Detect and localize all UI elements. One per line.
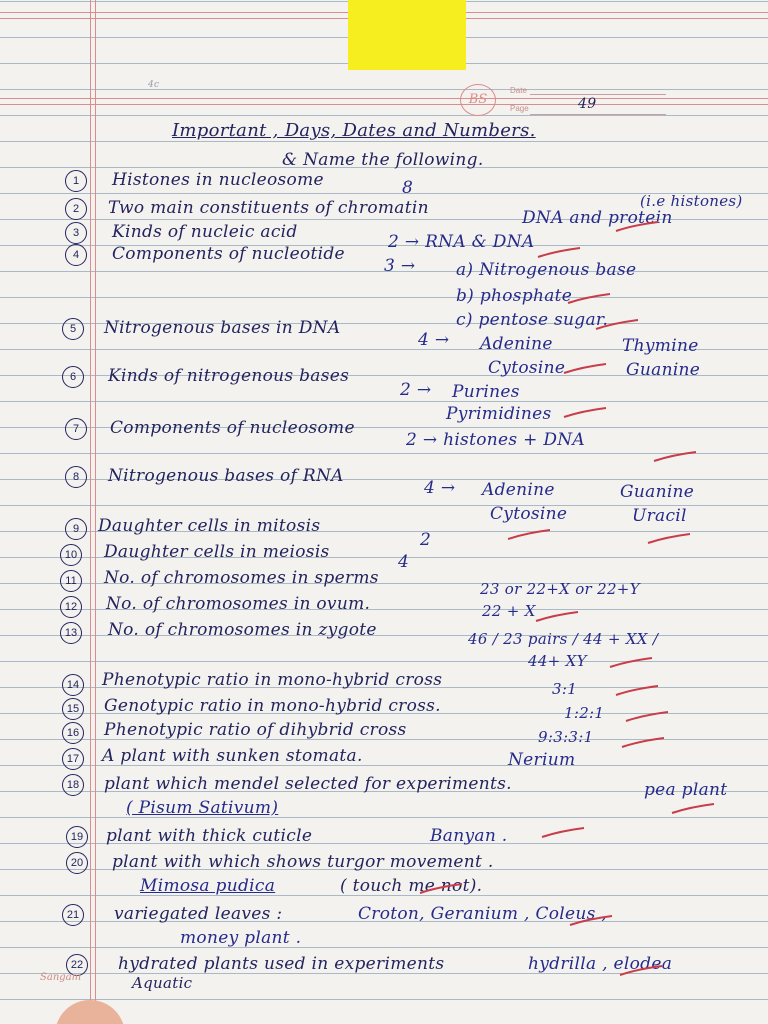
check-mark-icon: [562, 360, 608, 372]
item-number: 17: [62, 748, 84, 770]
item-note: Aquatic: [132, 974, 193, 992]
item-answer: 3:1: [552, 680, 578, 698]
item-value-col1: Cytosine: [490, 504, 568, 524]
item-question: No. of chromosomes in zygote: [108, 620, 377, 640]
item-question: plant with which shows turgor movement .: [112, 852, 494, 872]
item-number: 8: [65, 466, 87, 488]
item-value-col1: Cytosine: [488, 358, 566, 378]
brand-stamp: Sangam: [40, 972, 82, 983]
item-answer: 4 →: [418, 330, 450, 350]
item-number: 14: [62, 674, 84, 696]
item-number: 9: [65, 518, 87, 540]
item-number: 13: [60, 622, 82, 644]
check-mark-icon: [536, 244, 582, 256]
item-subpoint: b) phosphate: [456, 286, 573, 306]
item-number: 1: [65, 170, 87, 192]
item-answer: 4: [398, 552, 410, 572]
check-mark-icon: [566, 290, 612, 302]
item-number: 7: [65, 418, 87, 440]
item-question: Phenotypic ratio in mono-hybrid cross: [102, 670, 443, 690]
item-question: Histones in nucleosome: [112, 170, 324, 190]
item-answer: 2 → histones + DNA: [406, 430, 586, 450]
item-value-col1: Purines: [452, 382, 520, 402]
item-answer: DNA and protein: [522, 208, 673, 228]
check-mark-icon: [506, 526, 552, 538]
item-answer-cont: money plant .: [180, 928, 302, 948]
item-answer: hydrilla , elodea: [528, 954, 673, 974]
sticky-note: [348, 0, 466, 70]
page-label: Page: [510, 104, 529, 113]
item-answer: 22 + X: [482, 602, 536, 620]
item-number: 15: [62, 698, 84, 720]
item-number: 4: [65, 244, 87, 266]
note-ie-histones: (i.e histones): [640, 192, 743, 210]
item-answer: 8: [402, 178, 414, 198]
item-answer: 1:2:1: [564, 704, 605, 722]
header-red-line: [0, 98, 768, 99]
check-mark-icon: [534, 608, 580, 620]
item-subpoint: c) pentose sugar.: [456, 310, 609, 330]
margin-line-2: [95, 0, 96, 1024]
item-question: Two main constituents of chromatin: [108, 198, 429, 218]
item-answer: Banyan .: [430, 826, 508, 846]
item-question: Nitrogenous bases of RNA: [108, 466, 344, 486]
item-answer: Nerium: [508, 750, 576, 770]
page-subtitle: & Name the following.: [282, 150, 484, 170]
page-number: 49: [578, 96, 597, 112]
page-title: Important , Days, Dates and Numbers.: [172, 120, 536, 141]
item-number: 11: [60, 570, 82, 592]
brand-logo-icon: BS: [460, 84, 496, 116]
check-mark-icon: [614, 682, 660, 694]
item-question: Kinds of nucleic acid: [112, 222, 298, 242]
header-red-line-2: [0, 104, 768, 105]
thumb-shape: [55, 1000, 125, 1024]
corner-mark: 4c: [148, 80, 160, 90]
item-value-col1: Adenine: [480, 334, 553, 354]
item-answer: pea plant: [644, 780, 728, 800]
item-subpoint: a) Nitrogenous base: [456, 260, 637, 280]
check-mark-icon: [646, 530, 692, 542]
item-number: 18: [62, 774, 84, 796]
item-value-col2: Guanine: [626, 360, 701, 380]
item-question: Phenotypic ratio of dihybrid cross: [104, 720, 407, 740]
check-mark-icon: [418, 880, 464, 892]
item-answer: 2 → RNA & DNA: [388, 232, 535, 252]
check-mark-icon: [624, 708, 670, 720]
item-question: Kinds of nitrogenous bases: [108, 366, 350, 386]
check-mark-icon: [620, 734, 666, 746]
item-number: 16: [62, 722, 84, 744]
check-mark-icon: [652, 448, 698, 460]
date-label: Date: [510, 86, 527, 95]
item-answer: 2: [420, 530, 432, 550]
item-number: 2: [65, 198, 87, 220]
item-answer: 9:3:3:1: [538, 728, 594, 746]
page-line: [530, 114, 666, 115]
item-answer: Croton, Geranium , Coleus ,: [358, 904, 608, 924]
item-question: hydrated plants used in experiments: [118, 954, 445, 974]
item-value-col2: Guanine: [620, 482, 695, 502]
item-answer: 46 / 23 pairs / 44 + XX /: [468, 630, 659, 648]
item-value-col2: Thymine: [622, 336, 699, 356]
item-answer: 23 or 22+X or 22+Y: [480, 580, 640, 598]
item-question: Nitrogenous bases in DNA: [104, 318, 341, 338]
margin-line: [90, 0, 91, 1024]
check-mark-icon: [540, 824, 586, 836]
item-number: 21: [62, 904, 84, 926]
check-mark-icon: [562, 404, 608, 416]
item-question: Components of nucleotide: [112, 244, 345, 264]
item-value-col1: Adenine: [482, 480, 555, 500]
item-number: 10: [60, 544, 82, 566]
item-answer: 4 →: [424, 478, 456, 498]
item-question: Daughter cells in mitosis: [98, 516, 321, 536]
item-value-col2: Uracil: [632, 506, 687, 526]
item-value-col1: Pyrimidines: [446, 404, 552, 424]
date-line: [530, 94, 666, 95]
item-question: variegated leaves :: [114, 904, 283, 924]
item-answer-cont: ( Pisum Sativum): [126, 798, 279, 818]
item-question: Components of nucleosome: [110, 418, 355, 438]
item-answer-cont: 44+ XY: [528, 652, 587, 670]
item-answer: 2 →: [400, 380, 432, 400]
check-mark-icon: [594, 316, 640, 328]
item-question: Genotypic ratio in mono-hybrid cross.: [104, 696, 441, 716]
check-mark-icon: [670, 800, 716, 812]
item-number: 19: [66, 826, 88, 848]
item-number: 5: [62, 318, 84, 340]
item-question: No. of chromosomes in sperms: [104, 568, 379, 588]
item-note: ( touch me not).: [340, 876, 483, 896]
item-number: 22: [66, 954, 88, 976]
item-question: No. of chromosomes in ovum.: [106, 594, 371, 614]
item-number: 20: [66, 852, 88, 874]
item-question: plant which mendel selected for experiments.: [104, 774, 512, 794]
check-mark-icon: [618, 962, 664, 974]
check-mark-icon: [614, 218, 660, 230]
item-question: Daughter cells in meiosis: [104, 542, 330, 562]
item-number: 12: [60, 596, 82, 618]
item-answer: Mimosa pudica: [140, 876, 276, 896]
item-question: plant with thick cuticle: [106, 826, 313, 846]
item-question: A plant with sunken stomata.: [102, 746, 363, 766]
item-answer: 3 →: [384, 256, 416, 276]
check-mark-icon: [568, 912, 614, 924]
item-number: 6: [62, 366, 84, 388]
item-number: 3: [65, 222, 87, 244]
check-mark-icon: [608, 654, 654, 666]
